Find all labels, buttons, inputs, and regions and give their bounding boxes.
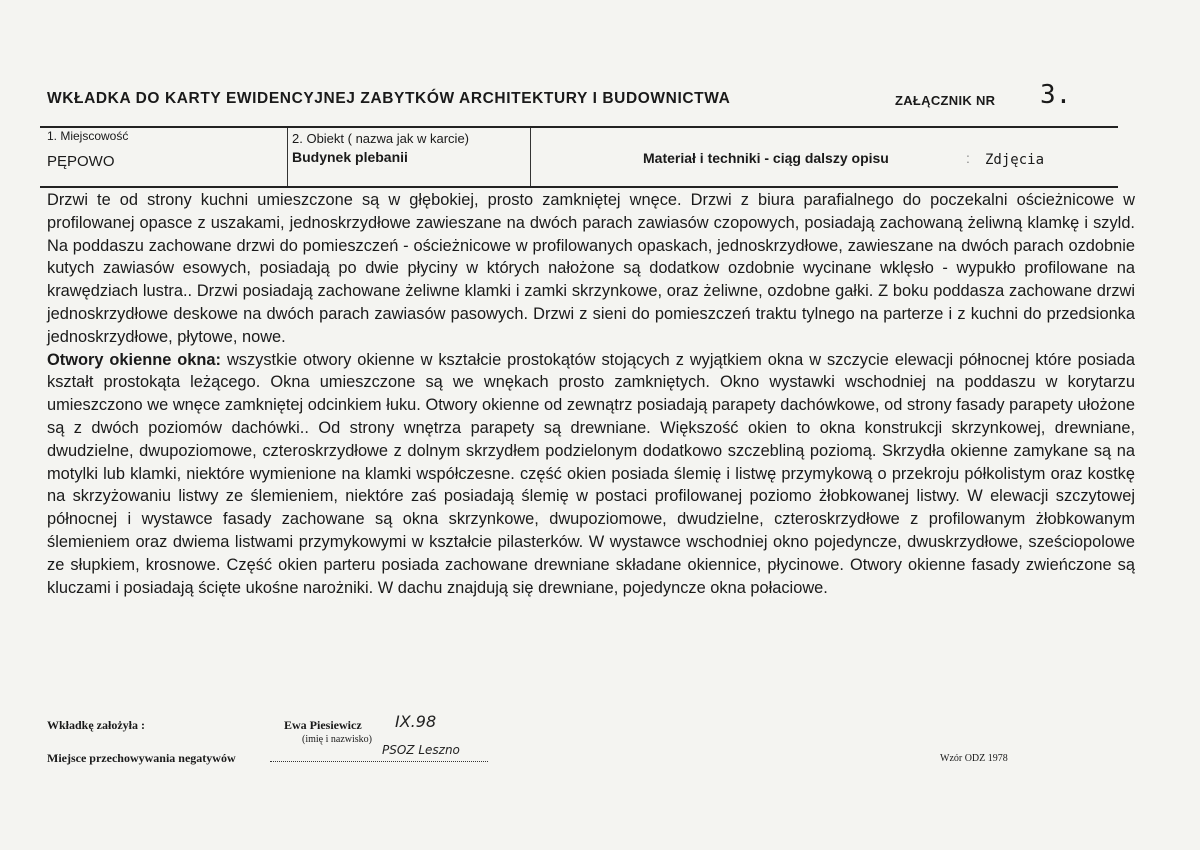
card-title: WKŁADKA DO KARTY EWIDENCYJNEJ ZABYTKÓW ARCHITEKTURY I BUDOWNICTWA: [47, 90, 731, 107]
doors-paragraph: Drzwi te od strony kuchni umieszczone są w głębokiej, prosto zamkniętej wnęce. Drzwi z biura parafialnego do poczekalni ościeżnicowe w profilowanej opasce z uszakami, jednoskrzydłowe zawieszane na dwóch parach zawiasów czopowych, posiadają zachowaną żeliwną klamkę i szyld. Na poddaszu zachowane drzwi do pomieszczeń - ościeżnicowe w profilowanych opaskach, jednoskrzydłowe, zawieszane na dwóch parach ozdobnie kutych zawiasów esowych, posiadają po dwie płyciny w których nałożone są dodatkow ozdobnie wycinane wklęsło - wypukło profilowane na krawędziach lustra.. Drzwi posiadają zachowane żeliwne klamki i zamki skrzynkowe, oraz żeliwne, ozdobne gałki. Z boku poddasza zachowane drzwi jednoskrzydłowe deskowe na dwóch parach zawiasów pasowych. Drzwi z sieni do pomieszczeń traktu tylnego na parterze i z kuchni do przedsionka jednoskrzydłowe, płytowe, nowe.: [47, 191, 1135, 346]
author-caption: (imię i nazwisko): [302, 734, 372, 745]
material-value: Zdjęcia: [985, 152, 1045, 168]
object-value: Budynek plebanii: [292, 149, 408, 165]
mid-rule: [40, 186, 1118, 188]
negatives-label: Miejsce przechowywania negatywów: [47, 751, 236, 765]
top-rule: [40, 126, 1118, 128]
attachment-number: 3.: [1040, 80, 1072, 110]
material-separator: :: [966, 150, 970, 166]
location-label: 1. Miejscowość: [47, 129, 129, 143]
created-by-label: Wkładkę założyła :: [47, 718, 145, 732]
attachment-label: ZAŁĄCZNIK NR: [895, 93, 996, 108]
field-divider-1: [287, 128, 288, 186]
object-label: 2. Obiekt ( nazwa jak w karcie): [292, 131, 470, 146]
material-label: Materiał i techniki - ciąg dalszy opisu: [643, 150, 889, 166]
windows-text: wszystkie otwory okienne w kształcie prostokątów stojących z wyjątkiem okna w szczycie elewacji północnej które posiada kształt prostokąta leżącego. Okna umieszczone są we wnękach prosto zamkniętych. Okno wystawki wschodniej na poddaszu w korytarzu umieszczono we wnęce zamkniętej odcinkiem łuku. Otwory okienne od zewnątrz posiadają parapety dachówkowe, od strony fasady parapety ułożone są z dwóch poziomów dachówki.. Od strony wnętrza parapety są drewniane. Większość okien to okna konstrukcji skrzynkowej, drewniane, dwudzielne, dwupoziomowe, czteroskrzydłowe z dolnym skrzydłem podzielonym dodatkowo szczebliną poziomą. Skrzydła okienne zamykane są na motylki lub klamki, niektóre wymienione na klamki współczesne. część okien posiada ślemię i listwę przymykową o przekroju półkolistym oraz kostkę na skrzyżowaniu listwy ze ślemieniem, niektóre zaś posiadają ślemię w postaci profilowanej poziomo żłobkowanej listwy. W elewacji szczytowej północnej i wystawce fasady zachowane są okna skrzynkowe, dwupoziomowe, dwudzielne, czteroskrzydłowe z profilowanym żłobkowanym ślemieniem oraz dwiema listwami przymykowymi w kształcie pilasterków. W wystawce wschodniej okno pojedyncze, dwuskrzydłowe, sześciopolowe ze słupkiem, krosnowe. Część okien parteru posiada zachowane drewniane składane okiennice, płycinowe. Otwory okienne fasady zwieńczone są kluczami i posiadają ścięte ukośne narożniki. W dachu znajdują się drewniane, pojedyncze okna połaciowe.: [47, 350, 1135, 597]
author-date: IX.98: [395, 712, 437, 731]
windows-subheading: Otwory okienne okna:: [47, 350, 221, 369]
negatives-value: PSOZ Leszno: [382, 743, 460, 757]
field-divider-2: [530, 128, 531, 186]
location-value: PĘPOWO: [47, 153, 115, 170]
description-body: [47, 189, 1135, 599]
form-template-label: Wzór ODZ 1978: [940, 753, 1008, 764]
windows-paragraph: [47, 349, 1135, 600]
author-name: Ewa Piesiewicz: [284, 718, 362, 732]
